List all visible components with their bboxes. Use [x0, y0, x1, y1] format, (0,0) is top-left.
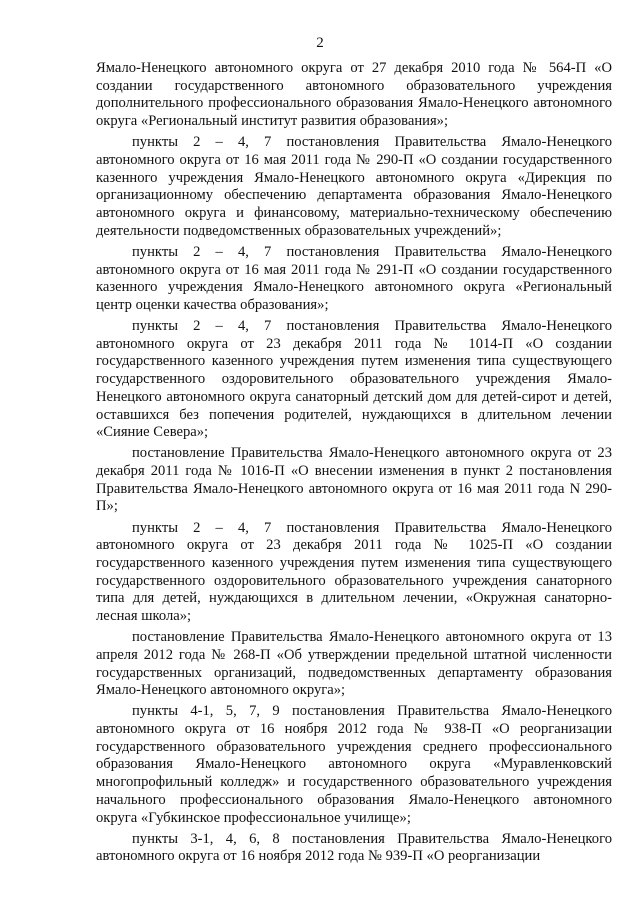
paragraph: постановление Правительства Ямало-Ненецкого автономного округа от 23 декабря 2011 года № 1016-П «О внесении изменения в пункт 2 постановления Правительства Ямало-Ненецкого автономного округа от 16 мая 2011 года N 290-П»; [96, 445, 612, 515]
document-body [96, 60, 612, 869]
paragraph: пункты 2 – 4, 7 постановления Правительства Ямало-Ненецкого автономного округа от 16 мая 2011 года № 291-П «О создании государственного казенного учреждения Ямало-Ненецкого автономного округа «Региональный центр оценки качества образования»; [96, 243, 612, 313]
paragraph: постановление Правительства Ямало-Ненецкого автономного округа от 13 апреля 2012 года № 268-П «Об утверждении предельной штатной численности государственных организаций, подведомственных департаменту образования Ямало-Ненецкого автономного округа»; [96, 629, 612, 699]
paragraph: пункты 4-1, 5, 7, 9 постановления Правительства Ямало-Ненецкого автономного округа от 16 ноября 2012 года № 938-П «О реорганизации государственного образовательного учреждения среднего профессионального образования Ямало-Ненецкого автономного округа «Муравленковский многопрофильный колледж» и государственного образовательного учреждения начального профессионального образования Ямало-Ненецкого автономного округа «Губкинское профессиональное училище»; [96, 703, 612, 826]
paragraph: пункты 2 – 4, 7 постановления Правительства Ямало-Ненецкого автономного округа от 23 декабря 2011 года № 1025-П «О создании государственного казенного учреждения путем изменения типа существующего государственного оздоровительного образовательного учреждения санаторного типа для детей, нуждающихся в длительном лечении, «Окружная санаторно-лесная школа»; [96, 519, 612, 625]
paragraph: пункты 2 – 4, 7 постановления Правительства Ямало-Ненецкого автономного округа от 23 декабря 2011 года № 1014-П «О создании государственного казенного учреждения путем изменения типа существующего государственного оздоровительного образовательного учреждения Ямало-Ненецкого автономного округа санаторный детский дом для детей-сирот и детей, оставшихся без попечения родителей, нуждающихся в длительном лечении «Сияние Севера»; [96, 318, 612, 441]
paragraph: Ямало-Ненецкого автономного округа от 27 декабря 2010 года № 564-П «О создании государственного автономного образовательного учреждения дополнительного профессионального образования Ямало-Ненецкого автономного округа «Региональный институт развития образования»; [96, 60, 612, 130]
page-number: 2 [316, 35, 324, 51]
paragraph: пункты 2 – 4, 7 постановления Правительства Ямало-Ненецкого автономного округа от 16 мая 2011 года № 290-П «О создании государственного казенного учреждения Ямало-Ненецкого автономного округа «Дирекция по организационному обеспечению департамента образования Ямало-Ненецкого автономного округа и финансовому, материально-техническому обеспечению деятельности подведомственных образовательных учреждений»; [96, 134, 612, 239]
paragraph: пункты 3-1, 4, 6, 8 постановления Правительства Ямало-Ненецкого автономного округа от 16 ноября 2012 года № 939-П «О реорганизации [96, 830, 612, 865]
